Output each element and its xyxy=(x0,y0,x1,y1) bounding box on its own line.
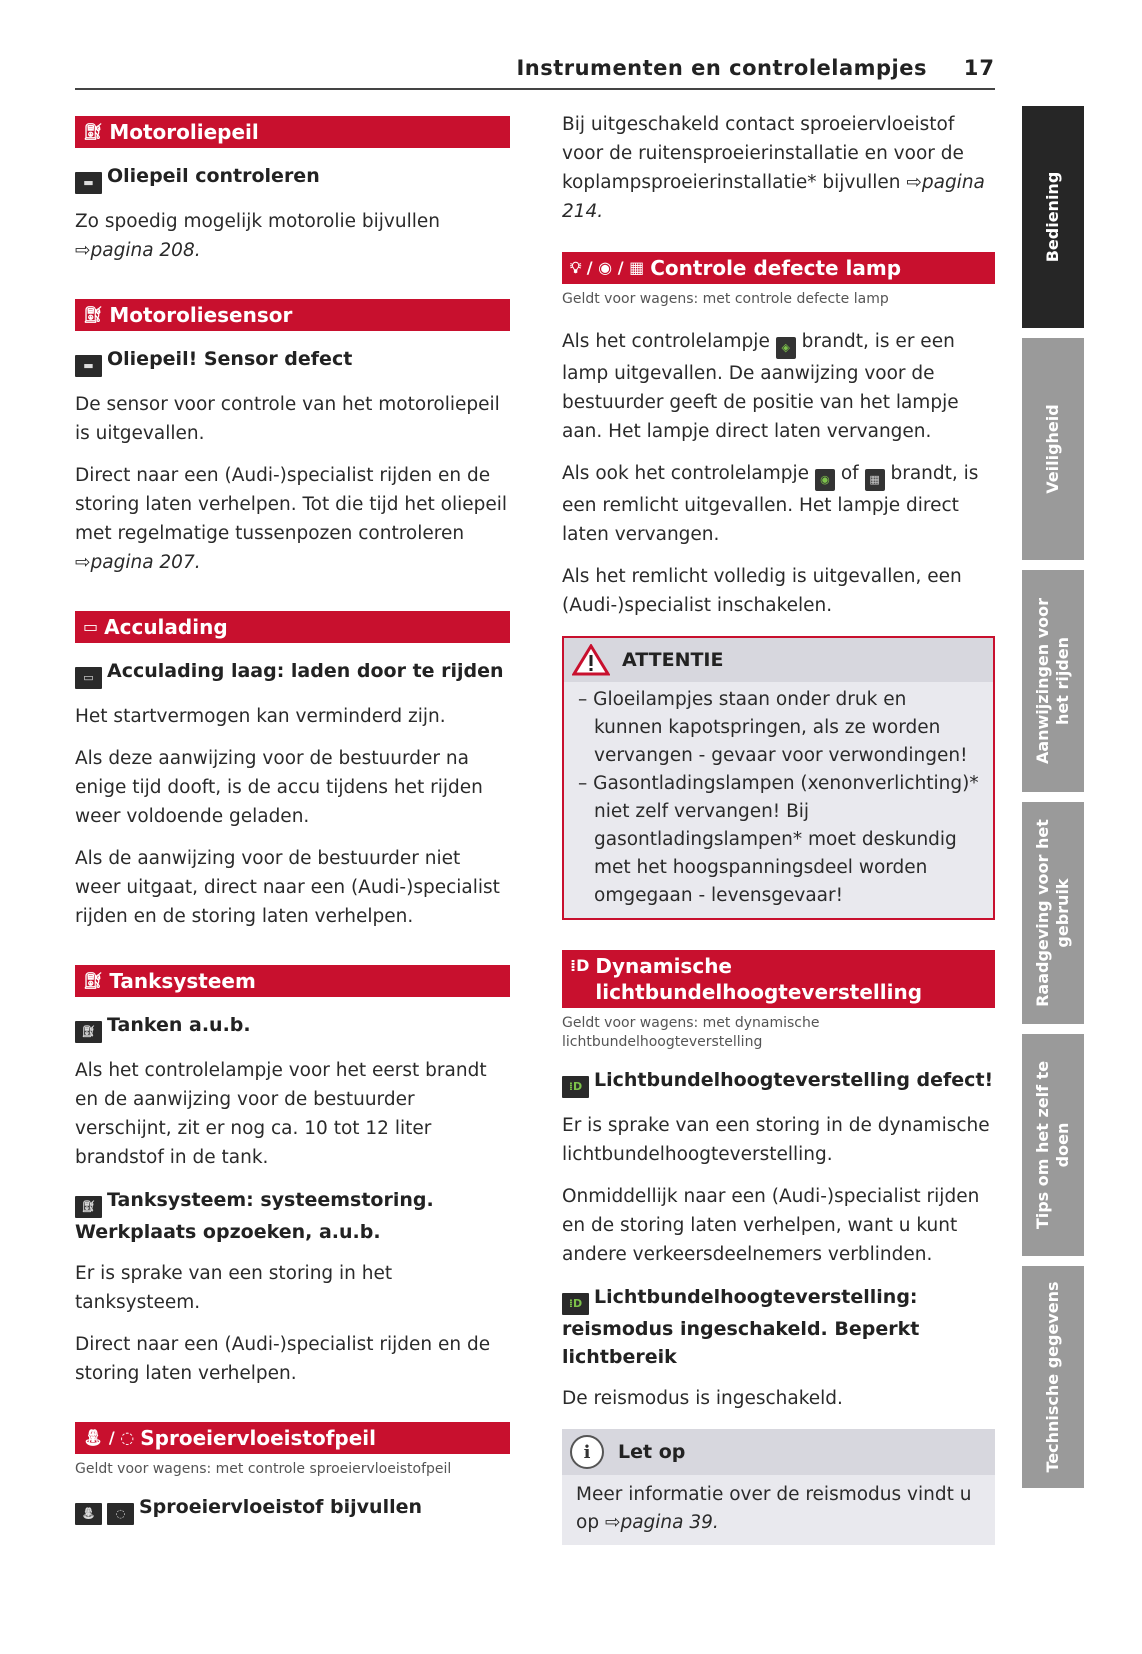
tab-label: Veiligheid xyxy=(1043,404,1062,494)
tab-bediening[interactable] xyxy=(1022,106,1084,328)
bulb-icon: ◈ xyxy=(776,337,796,359)
driver-message xyxy=(75,1493,510,1525)
section-title: Dynamische lichtbundelhoogteverstelling xyxy=(595,954,923,1004)
warning-title: ATTENTIE xyxy=(622,649,724,671)
paragraph: Als het remlicht volledig is uitgevallen, een (Audi-)specialist inschakelen. xyxy=(562,566,962,616)
headlight-range-icon: ⁞D xyxy=(562,1293,589,1315)
info-icon: i xyxy=(570,1435,604,1469)
tab-technische-gegevens[interactable] xyxy=(1022,1266,1084,1488)
driver-message xyxy=(75,657,510,689)
oil-sensor-icon: ⛽︎ xyxy=(83,305,104,324)
paragraph-text: of xyxy=(840,463,859,484)
warning-item: – Gloeilampjes staan onder druk en kunnen kapotspringen, als ze worden vervangen - gevaar voor verwondingen! xyxy=(578,689,968,766)
tab-veiligheid[interactable] xyxy=(1022,338,1084,560)
warning-item: – Gasontladingslampen (xenonverlichting)* niet zelf vervangen! Bij gasontladingslampen* moet deskundig met het hoogspanningsdeel worden omgegaan - levensgevaar! xyxy=(578,773,979,906)
paragraph: De reismodus is ingeschakeld. xyxy=(562,1388,843,1409)
headlight-range-icon: ⁞D xyxy=(570,956,590,975)
brake-light-icon: ◉ xyxy=(815,469,835,491)
page-reference-link[interactable]: ⇨pagina 39. xyxy=(604,1512,719,1533)
warning-header xyxy=(564,638,993,682)
section-acculading xyxy=(75,611,510,643)
message-text: Tanken a.u.b. xyxy=(107,1014,251,1036)
section-controle-defecte-lamp xyxy=(562,252,995,284)
washer-fluid-icon: ⛲︎ / ◌ xyxy=(83,1428,135,1447)
applies-to: Geldt voor wagens: met controle defecte lamp xyxy=(562,291,889,307)
tab-label: Bediening xyxy=(1043,171,1062,263)
rear-light-icon: ▦ xyxy=(865,469,885,491)
tab-label: Technische gegevens xyxy=(1043,1281,1062,1473)
battery-icon: ▭ xyxy=(75,667,102,689)
note-body xyxy=(562,1475,995,1545)
message-text: Oliepeil controleren xyxy=(107,165,320,187)
paragraph xyxy=(75,461,510,577)
message-text: Oliepeil! Sensor defect xyxy=(107,348,353,370)
section-dynamische-lichtbundelhoogteverstelling xyxy=(562,950,995,1008)
paragraph: Als deze aanwijzing voor de bestuurder na enige tijd dooft, is de accu tijdens het rijden weer voldoende geladen. xyxy=(75,748,483,827)
paragraph-text: Als het controlelampje xyxy=(562,331,770,352)
paragraph-text: Als ook het controlelampje xyxy=(562,463,810,484)
paragraph: Direct naar een (Audi-)specialist rijden en de storing laten verhelpen. xyxy=(75,1334,491,1384)
section-title: Tanksysteem xyxy=(109,969,256,993)
driver-message xyxy=(75,1011,510,1043)
message-text: Lichtbundelhoogteverstelling defect! xyxy=(594,1069,994,1091)
paragraph: Er is sprake van een storing in de dynamische lichtbundelhoogteverstelling. xyxy=(562,1115,990,1165)
section-motoroliepeil xyxy=(75,116,510,148)
message-text: Tanksysteem: systeemstoring. Werkplaats opzoeken, a.u.b. xyxy=(75,1189,434,1243)
tab-tips-om-het-zelf-te-doen[interactable] xyxy=(1022,1034,1084,1256)
paragraph: Onmiddellijk naar een (Audi-)specialist rijden en de storing laten verhelpen, want u kunt andere verkeersdeelnemers verblinden. xyxy=(562,1186,980,1265)
page-number: 17 xyxy=(963,56,995,80)
paragraph-text: Zo spoedig mogelijk motorolie bijvullen xyxy=(75,211,440,232)
paragraph: De sensor voor controle van het motoroliepeil is uitgevallen. xyxy=(75,394,500,444)
fuel-pump-icon: ⛽︎ xyxy=(83,971,104,990)
note-header xyxy=(562,1429,995,1475)
message-text: Lichtbundelhoogteverstelling: reismodus ingeschakeld. Beperkt lichtbereik xyxy=(562,1286,920,1368)
driver-message xyxy=(75,162,510,194)
section-title: Controle defecte lamp xyxy=(650,256,902,280)
paragraph: Als het controlelampje voor het eerst brandt en de aanwijzing voor de bestuurder verschijnt, zit er nog ca. 10 tot 12 liter brandstof in de tank. xyxy=(75,1060,487,1168)
section-title: Motoroliesensor xyxy=(109,303,293,327)
tab-label: Raadgeving voor het gebruik xyxy=(1033,819,1072,1007)
paragraph-text: brandt, is er een lamp uitgevallen. De aanwijzing voor de bestuurder geeft de positie van het lampje aan. Het lampje direct laten vervangen. xyxy=(562,331,959,442)
message-text: Sproeiervloeistof bijvullen xyxy=(139,1496,423,1518)
left-column xyxy=(75,116,510,1525)
oil-can-icon: ⛽︎ xyxy=(83,122,104,141)
right-column xyxy=(562,116,995,1545)
tab-raadgeving-voor-het-gebruik[interactable] xyxy=(1022,802,1084,1024)
section-title: Motoroliepeil xyxy=(109,120,259,144)
section-title: Acculading xyxy=(104,615,228,639)
tab-label: Tips om het zelf te doen xyxy=(1033,1060,1072,1230)
warning-triangle-icon xyxy=(572,644,610,676)
paragraph xyxy=(75,207,510,265)
driver-message xyxy=(562,1066,995,1098)
section-motoroliesensor xyxy=(75,299,510,331)
tab-label: Aanwijzingen voor het rijden xyxy=(1033,597,1072,765)
fuel-pump-icon: ⛽︎ xyxy=(75,1196,102,1218)
section-sproeiervloeistofpeil xyxy=(75,1422,510,1454)
note-box xyxy=(562,1429,995,1545)
warning-body xyxy=(564,682,993,918)
paragraph xyxy=(562,327,995,446)
page-reference-link[interactable]: ⇨pagina 207. xyxy=(75,552,201,573)
battery-icon: ▭ xyxy=(83,617,99,636)
tab-aanwijzingen-voor-het-rijden[interactable] xyxy=(1022,570,1084,792)
page-header xyxy=(75,54,995,90)
paragraph: Het startvermogen kan verminderd zijn. xyxy=(75,706,446,727)
paragraph-text: Bij uitgeschakeld contact sproeiervloeistof voor de ruitensproeierinstallatie en voor de koplampsproeierinstallatie* bijvullen xyxy=(562,114,964,193)
driver-message xyxy=(562,1283,995,1371)
page-reference-link[interactable]: ⇨pagina 214. xyxy=(562,172,985,222)
paragraph: Als de aanwijzing voor de bestuurder niet weer uitgaat, direct naar een (Audi-)specialist rijden en de storing laten verhelpen. xyxy=(75,848,500,927)
driver-message xyxy=(75,1186,510,1246)
applies-to: Geldt voor wagens: met controle sproeiervloeistofpeil xyxy=(75,1461,452,1477)
oil-can-icon: ▬ xyxy=(75,172,102,194)
warning-box xyxy=(562,636,995,920)
page-reference-link[interactable]: ⇨pagina 208. xyxy=(75,240,201,261)
washer-fluid-icon: ⛲︎ xyxy=(75,1503,102,1525)
headlight-range-icon: ⁞D xyxy=(562,1076,589,1098)
message-text: Acculading laag: laden door te rijden xyxy=(107,660,504,682)
note-text: Meer informatie over de reismodus vindt u op xyxy=(576,1484,972,1533)
headlight-washer-icon: ◌ xyxy=(107,1503,134,1525)
paragraph-text: Direct naar een (Audi-)specialist rijden en de storing laten verhelpen. Tot die tijd het oliepeil met regelmatige tussenpozen controleren xyxy=(75,465,508,544)
fuel-pump-icon: ⛽︎ xyxy=(75,1021,102,1043)
paragraph xyxy=(562,459,995,549)
bulb-icon: 💡︎ / ◉ / ▦ xyxy=(570,258,645,277)
section-tanksysteem xyxy=(75,965,510,997)
paragraph-text: brandt, is een remlicht uitgevallen. Het lampje direct laten vervangen. xyxy=(562,463,979,545)
paragraph: Er is sprake van een storing in het tanksysteem. xyxy=(75,1263,393,1313)
header-title: Instrumenten en controlelampjes xyxy=(516,56,927,80)
note-title: Let op xyxy=(618,1441,686,1463)
section-title: Sproeiervloeistofpeil xyxy=(140,1426,376,1450)
paragraph xyxy=(562,110,995,226)
oil-sensor-icon: ▬ xyxy=(75,355,102,377)
driver-message xyxy=(75,345,510,377)
applies-to: Geldt voor wagens: met dynamische lichtbundelhoogteverstelling xyxy=(562,1015,820,1050)
